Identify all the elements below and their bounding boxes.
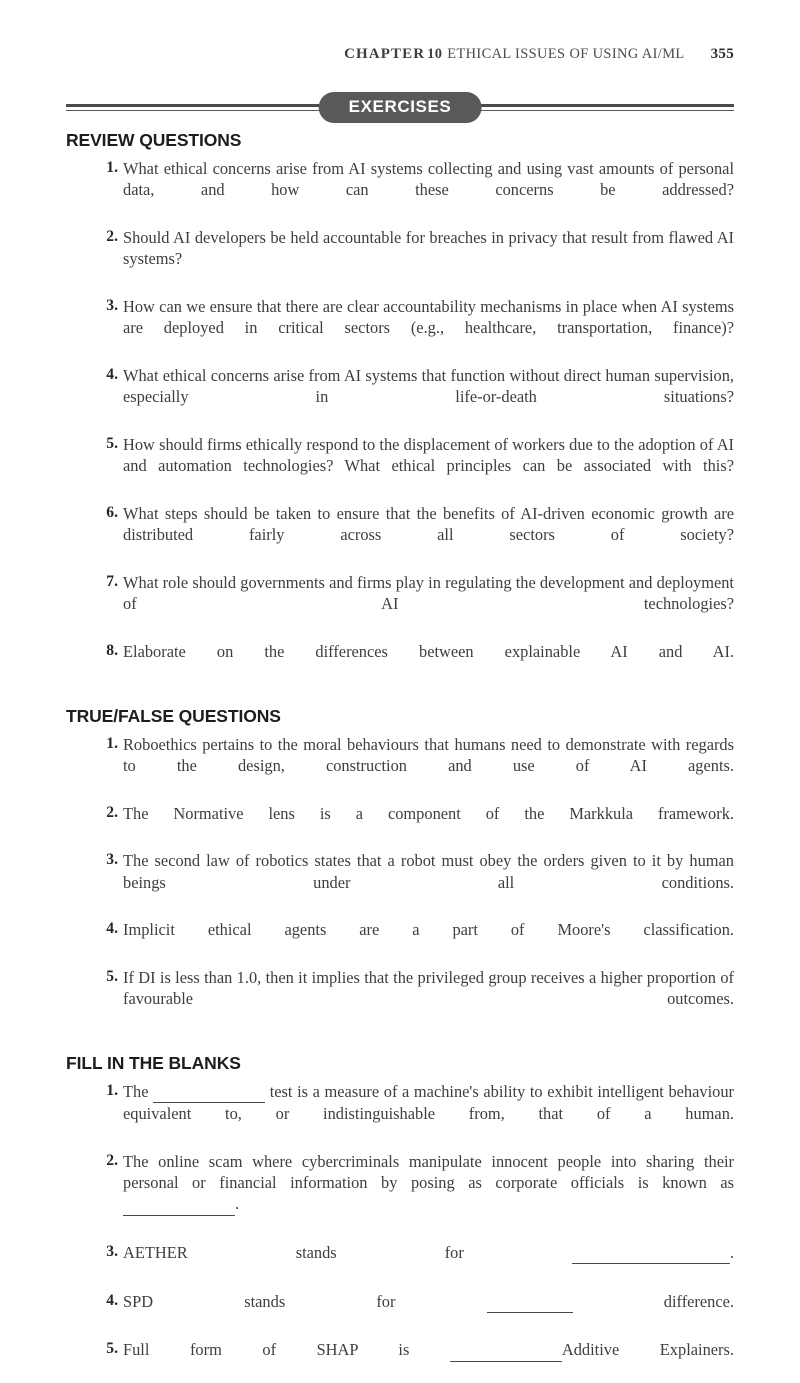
question-item (66, 365, 734, 429)
question-text: What steps should be taken to ensure that the benefits of AI-driven economic growth are distributed fairly across all sectors of society? (123, 503, 734, 545)
question-item (66, 158, 734, 222)
question-item (66, 641, 734, 684)
exercises-banner (66, 94, 734, 128)
question-number: 1. (106, 1081, 118, 1099)
question-item (66, 803, 734, 846)
question-text: If DI is less than 1.0, then it implies that the privileged group receives a higher proportion of favourable outcomes. (123, 967, 734, 1009)
question-item (66, 296, 734, 360)
question-number: 3. (106, 1243, 118, 1261)
question-text: Full form of SHAP is Additive Explainers. (123, 1339, 734, 1383)
question-text: Elaborate on the differences between explainable AI and AI. (123, 641, 734, 661)
question-text: Implicit ethical agents are a part of Moore's classification. (123, 920, 734, 940)
question-item (66, 503, 734, 567)
question-number: 5. (106, 434, 118, 452)
question-item (66, 227, 734, 291)
exercises-label: EXERCISES (319, 92, 482, 123)
question-number: 2. (106, 227, 118, 245)
question-item (66, 1339, 734, 1383)
question-number: 1. (106, 159, 118, 176)
review-questions-list (66, 158, 734, 684)
question-text: SPD stands for difference. (123, 1291, 734, 1335)
question-text: AETHER stands for . (123, 1242, 734, 1286)
question-number: 2. (106, 1151, 118, 1169)
chapter-word: CHAPTER (344, 46, 426, 62)
question-number: 1. (106, 734, 118, 752)
chapter-title: ETHICAL ISSUES OF USING AI/ML (447, 46, 685, 62)
question-number: 6. (106, 503, 118, 521)
question-text: The test is a measure of a machine's ability to exhibit intelligent behaviour equivalent to, or indistinguishable from, that of a human. (123, 1081, 734, 1124)
question-item (66, 734, 734, 798)
true-false-questions-list (66, 734, 734, 1031)
question-number: 3. (106, 296, 118, 314)
question-text: Roboethics pertains to the moral behaviours that humans need to demonstrate with regards to the design, construction and use of AI agents. (123, 734, 734, 775)
question-item (66, 919, 734, 962)
question-text: How should firms ethically respond to the displacement of workers due to the adoption of AI and automation technologies? What ethical principles can be associated with this? (123, 434, 734, 476)
question-text: What ethical concerns arise from AI systems collecting and using vast amounts of personal data, and how can these concerns be addressed? (123, 159, 734, 200)
question-text: What role should governments and firms play in regulating the development and deployment of AI technologies? (123, 572, 734, 614)
question-number: 7. (106, 572, 118, 590)
question-text: Should AI developers be held accountable for breaches in privacy that result from flawed AI systems? (123, 227, 734, 269)
question-item (66, 967, 734, 1031)
question-item (66, 850, 734, 914)
question-item (66, 1291, 734, 1335)
chapter-number: 10 (427, 46, 443, 62)
question-item (66, 434, 734, 498)
section-heading: TRUE/FALSE QUESTIONS (66, 705, 281, 726)
section-review-questions (66, 130, 734, 684)
exercises-content (66, 130, 734, 1383)
question-number: 3. (106, 851, 118, 869)
question-item (66, 1151, 734, 1237)
question-text: The second law of robotics states that a robot must obey the orders given to it by human beings under all conditions. (123, 851, 734, 892)
question-item (66, 1081, 734, 1146)
section-heading: REVIEW QUESTIONS (66, 130, 242, 150)
answer-blank (123, 1193, 235, 1215)
answer-blank (572, 1242, 730, 1264)
answer-blank (450, 1339, 562, 1361)
question-number: 4. (106, 1291, 118, 1309)
question-item (66, 1242, 734, 1286)
question-number: 5. (106, 1340, 118, 1358)
section-fill-in-the-blanks (66, 1053, 734, 1383)
fill-in-the-blanks-list (66, 1081, 734, 1383)
running-header (66, 46, 734, 68)
question-number: 5. (106, 967, 118, 985)
question-text: The Normative lens is a component of the Markkula framework. (123, 803, 734, 823)
question-text: How can we ensure that there are clear accountability mechanisms in place when AI systems are deployed in critical sectors (e.g., healthcare, transportation, finance)? (123, 296, 734, 338)
question-number: 2. (106, 803, 118, 821)
section-heading: FILL IN THE BLANKS (66, 1052, 241, 1073)
question-text: What ethical concerns arise from AI systems that function without direct human supervision, especially in life-or-death situations? (123, 365, 734, 407)
question-number: 8. (106, 641, 118, 659)
answer-blank (487, 1291, 573, 1313)
answer-blank (153, 1081, 265, 1103)
question-text: The online scam where cybercriminals manipulate innocent people into sharing their personal or financial information by posing as corporate officials is known as . (123, 1151, 734, 1237)
page-number: 355 (710, 46, 734, 62)
question-number: 4. (106, 365, 118, 383)
question-number: 4. (106, 920, 118, 938)
section-true-false-questions (66, 706, 734, 1031)
question-item (66, 572, 734, 636)
